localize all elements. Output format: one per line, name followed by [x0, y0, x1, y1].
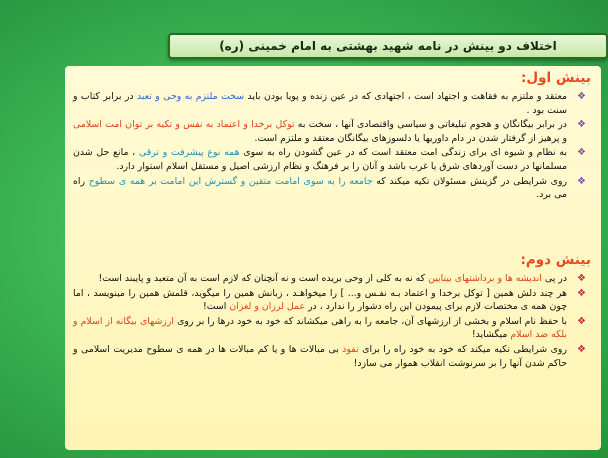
section-first-view [65, 70, 601, 203]
list-item: ❖ به نظام و شیوه ای برای زندگی امت معتقد است که در عین گشودن راه به سوی همه نوع پیشرفت و ترقی ، مانع حل شدن مسلمانها در دست آوردهای شرق یا غرب باشد و آنان را بر فرهنگ و نظام ارزشی اصیل و مستقل اسلام استوار دارد. [73, 147, 586, 172]
list-item: ❖ با حفظ نام اسلام و بخشی از ارزشهای آن، جامعه را به راهی میکشاند که خود به خود درها را بر روی ارزشهای بیگانه از اسلام و بلکه ضد اسلام میگشاید! [73, 315, 586, 341]
highlight-text: ارزشهای بیگانه از اسلام و بلکه ضد اسلام [73, 315, 567, 341]
diamond-bullet-icon: ❖ [577, 315, 586, 327]
diamond-bullet-icon: ❖ [577, 287, 586, 299]
diamond-bullet-icon: ❖ [577, 119, 586, 131]
diamond-bullet-icon: ❖ [577, 147, 586, 159]
list-item: ❖ روی شرایطی تکیه میکند که خود به خود راه را برای نفوذ بی مبالات ها و یا کم مبالات ها در همه ی سطوح مدیریت اسلامی و حاکم شدن آنها را بر سرنوشت انقلاب هموار می سازد! [73, 343, 586, 369]
section-heading: بینش دوم: [520, 252, 591, 268]
highlight-text: اندیشه ها و برداشتهای بینابین [428, 273, 542, 284]
list-item: ❖ معتقد و ملتزم به فقاهت و اجتهاد است ، اجتهادی که در عین زنده و پویا بودن باید سخت ملتزم به وحی و تعبد در برابر کتاب و سنت بود . [73, 91, 586, 116]
list-item: ❖ روی شرایطی در گزینش مسئولان تکیه میکند که جامعه را به سوی امامت متقین و گسترش این امامت بر همه ی سطوح راه می برد. [73, 175, 586, 201]
list-item: ❖ در پی اندیشه ها و برداشتهای بینابین که نه به کلی از وحی بریده است و نه آنچنان که لازم است به آن متعبد و پایبند است! [98, 273, 586, 284]
content-panel [65, 66, 601, 450]
slide-title: اختلاف دو بینش در نامه شهید بهشتی به امام خمینی (ره) [168, 33, 608, 59]
highlight-text: جامعه را به سوی امامت متقین و گسترش این امامت بر همه ی سطوح [88, 175, 373, 187]
list-item: ❖ هر چند دلش همین [ توکل برخدا و اعتماد بـه نفـس و... ] را میخواهـد ، زبانش همین را میگوید، قلمش همین را مینویسد ، اما چون همه ی مختصات لازم برای پیمودن این راه دشوار را ندارد ، در عمل لرزان و لغزان است! [73, 287, 586, 313]
highlight-text: عمل لرزان و لغزان [229, 301, 306, 313]
diamond-bullet-icon: ❖ [577, 343, 586, 355]
diamond-bullet-icon: ❖ [577, 175, 586, 187]
diamond-bullet-icon: ❖ [577, 273, 586, 284]
section-second-view [65, 252, 601, 371]
section-heading: بینش اول: [520, 70, 591, 86]
list-item: ❖ در برابر بیگانگان و هجوم تبلیغاتی و سیاسی واقتصادی آنها ، سخت به توکل برخدا و اعتماد به نفس و تکیه بر توان امت اسلامی و پرهیز از گرفتار شدن در دام داوریها یا دلسوزهای بیگانگان معتقد و ملتزم است. [73, 119, 586, 144]
highlight-text: نفوذ [342, 343, 359, 355]
diamond-bullet-icon: ❖ [577, 91, 586, 102]
highlight-text: توکل برخدا و اعتماد به نفس و تکیه بر توان امت اسلامی [73, 119, 295, 131]
highlight-text: همه نوع پیشرفت و ترقی [138, 147, 240, 159]
highlight-text: سخت ملتزم به وحی و تعبد [136, 91, 245, 102]
